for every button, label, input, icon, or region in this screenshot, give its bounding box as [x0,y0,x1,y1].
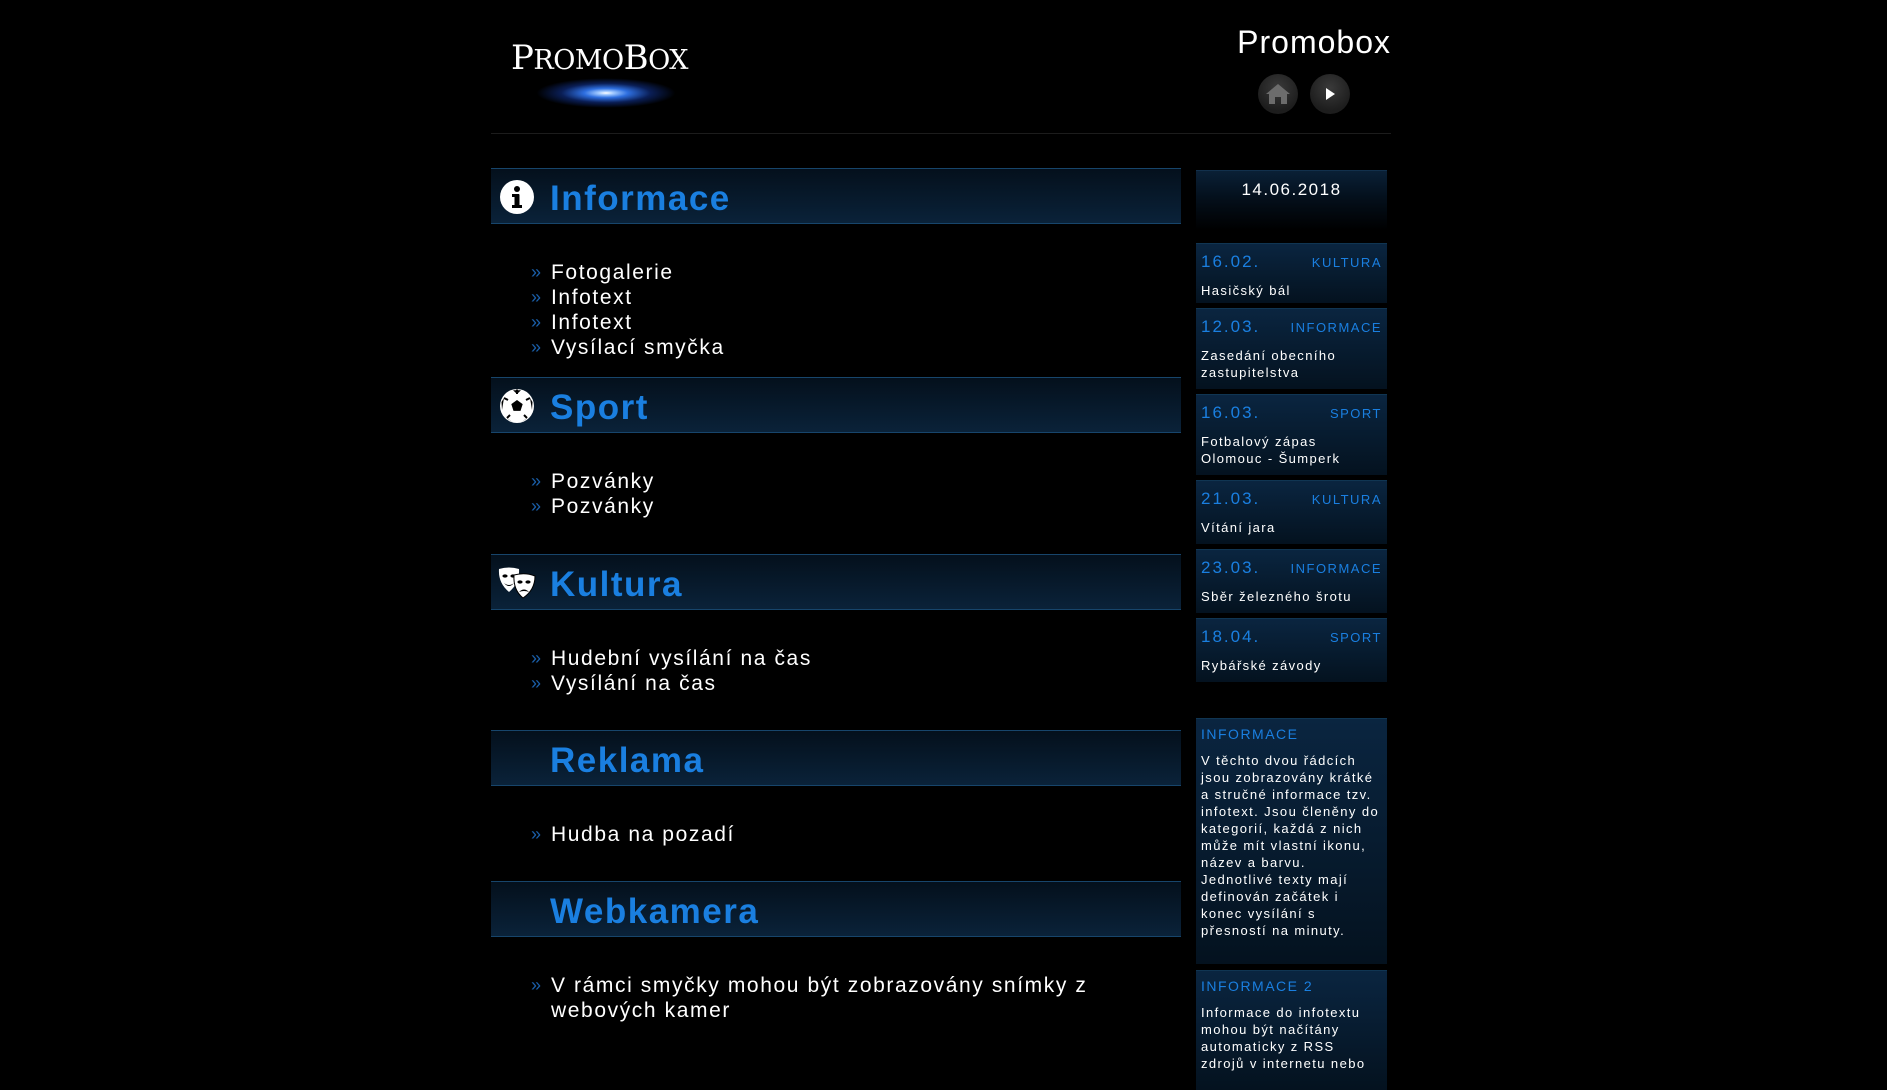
logo-glow [536,78,676,108]
section-title[interactable]: Informace [550,179,731,218]
play-button[interactable] [1310,74,1350,114]
section-title[interactable]: Kultura [550,565,683,604]
event-category: KULTURA [1311,492,1382,507]
header-divider [491,133,1391,134]
menu-link-pozvanky-2[interactable]: » Pozvánky [531,495,655,518]
section-title[interactable]: Webkamera [550,892,760,931]
event-date: 16.02. [1201,252,1261,271]
section-header [491,730,1181,786]
info-heading: INFORMACE 2 [1201,978,1314,994]
event-item[interactable] [1196,394,1387,475]
page [491,0,1391,1073]
section-title[interactable]: Sport [550,388,649,427]
bullet-icon: » [531,262,543,282]
home-button[interactable] [1258,74,1298,114]
menu-link-infotext[interactable]: » Infotext [531,286,633,309]
soccer-ball-icon [499,388,535,424]
logo-text: PROMOBOX [511,38,689,78]
section-header [491,554,1181,610]
event-title: Sběr železného šrotu [1201,589,1352,604]
info-heading: INFORMACE [1201,726,1299,742]
event-title: Hasičský bál [1201,283,1291,298]
event-date: 18.04. [1201,627,1261,646]
info-panel [1196,970,1387,1090]
event-title: Fotbalový zápas Olomouc - Šumperk [1201,434,1341,466]
section-webkamera [491,881,1181,1023]
event-item[interactable] [1196,480,1387,544]
bullet-icon: » [531,673,543,693]
menu-link-fotogalerie[interactable]: » Fotogalerie [531,261,674,284]
event-title: Zasedání obecního zastupitelstva [1201,348,1337,380]
event-date: 16.03. [1201,403,1261,422]
info-panel [1196,718,1387,964]
bullet-icon: » [531,312,543,332]
event-date: 21.03. [1201,489,1261,508]
bullet-icon: » [531,337,543,357]
bullet-icon: » [531,496,543,516]
event-date: 23.03. [1201,558,1261,577]
info-text: V těchto dvou řádcích jsou zobrazovány krátké a stručné informace tzv. infotext. Jsou členěny do kategorií, každá z nich může mít vlastní ikonu, název a barvu. Jednotlivé texty mají definován začátek i konec vysílání s přesností na minuty. [1201,753,1380,938]
event-item[interactable] [1196,618,1387,682]
sidebar [1196,170,1387,1090]
theater-masks-icon [497,565,537,601]
event-category: SPORT [1329,630,1382,645]
menu-link-infotext-2[interactable]: » Infotext [531,311,633,334]
event-item[interactable] [1196,308,1387,389]
site-title: Promobox [1237,24,1391,60]
bullet-icon: » [531,975,543,995]
section-header [491,168,1181,224]
event-title: Vítání jara [1201,520,1276,535]
event-category: INFORMACE [1290,561,1382,576]
section-header [491,881,1181,937]
section-sport [491,377,1181,554]
menu-link-vysilani-na-cas[interactable]: » Vysílání na čas [531,672,717,695]
section-informace [491,168,1181,377]
bullet-icon: » [531,648,543,668]
section-kultura [491,554,1181,730]
event-item[interactable] [1196,243,1387,303]
bullet-icon: » [531,287,543,307]
event-category: SPORT [1329,406,1382,421]
section-title[interactable]: Reklama [550,741,705,780]
event-item[interactable] [1196,549,1387,613]
menu-link-webkamery[interactable]: » V rámci smyčky mohou být zobrazovány snímky z webových kamer [531,974,1088,1022]
bullet-icon: » [531,824,543,844]
event-title: Rybářské závody [1201,658,1322,673]
bullet-icon: » [531,471,543,491]
event-category: INFORMACE [1290,320,1382,335]
play-icon [1322,86,1338,102]
current-date: 14.06.2018 [1196,170,1387,230]
main-content [491,168,1181,1023]
info-icon [499,179,535,215]
section-header [491,377,1181,433]
event-date: 12.03. [1201,317,1261,336]
menu-link-hudba-na-pozadi[interactable]: » Hudba na pozadí [531,823,735,846]
home-icon [1265,82,1291,106]
event-category: KULTURA [1311,255,1382,270]
info-text: Informace do infotextu mohou být načítány automaticky z RSS zdrojů v internetu nebo [1201,1005,1366,1071]
menu-link-pozvanky[interactable]: » Pozvánky [531,470,655,493]
section-reklama [491,730,1181,881]
menu-link-vysilaci-smycka[interactable]: » Vysílací smyčka [531,336,725,359]
menu-link-hudebni-vysilani[interactable]: » Hudební vysílání na čas [531,647,812,670]
promobox-logo[interactable] [511,38,691,118]
